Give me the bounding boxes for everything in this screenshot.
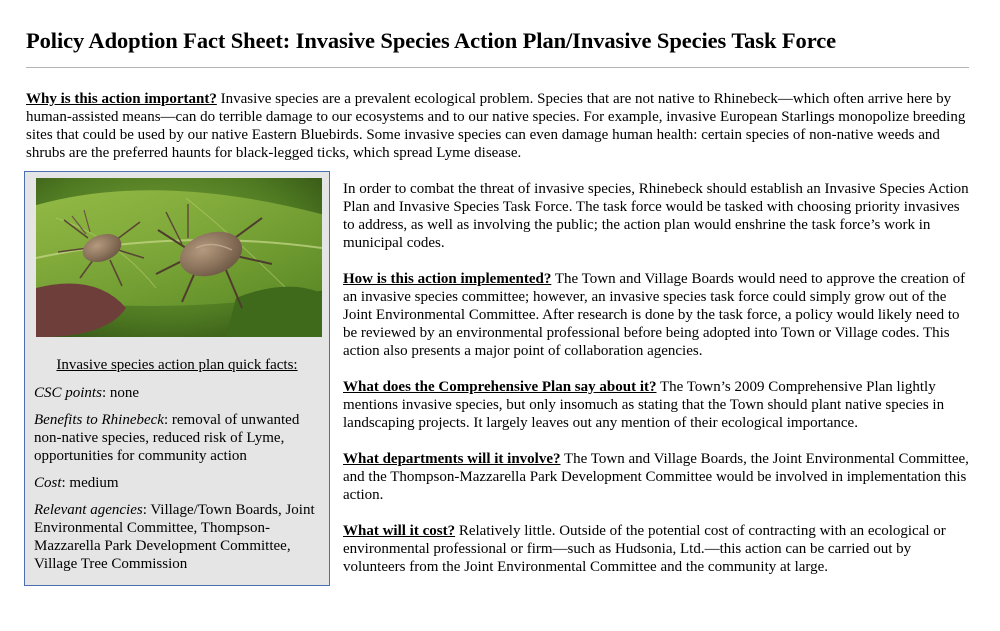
section-comprehensive-plan [343, 378, 973, 432]
fact-label: CSC points [34, 385, 102, 401]
page-title: Policy Adoption Fact Sheet: Invasive Species Action Plan/Invasive Species Task Force [26, 28, 836, 53]
section-text: The Town and Village Boards, the Joint Environmental Committee, and the Thompson-Mazzarella Park Development Committee would be involved in implementation this action. [343, 451, 969, 503]
section-implementation [343, 270, 973, 360]
fact-value: : medium [61, 475, 119, 491]
section-cost [343, 522, 973, 576]
fact-label: Cost [34, 475, 62, 491]
fact-label: Relevant agencies [34, 502, 143, 518]
fact-value: : none [101, 385, 140, 401]
section-departments [343, 450, 973, 504]
quick-facts-sidebar [24, 171, 330, 586]
fact-benefits [34, 411, 326, 465]
intro-paragraph [26, 90, 976, 162]
section-text: The Town and Village Boards would need to approve the creation of an invasive species committee; however, an invasive species task force could simply grow out of the Joint Environmental Committee. After research is done by the task force, a policy would likely need to be reviewed by an environmental professional before being adopted into Town or Village codes. This action also presents a major point of collaboration agencies. [343, 271, 966, 359]
section-heading: How is this action implemented? [343, 271, 552, 287]
title-divider [26, 67, 969, 68]
intro-heading: Why is this action important? [26, 91, 217, 107]
section-text: Relatively little. Outside of the potential cost of contracting with an ecological or environmental professional or firm—such as Hudsonia, Ltd.—this action can be carried out by volunteers from the Joint Environmental Committee and the community at large. [343, 523, 946, 575]
fact-csc-points [34, 384, 326, 402]
quick-facts-list [34, 384, 326, 582]
fact-value: : Village/Town Boards, Joint Environmental Committee, Thompson-Mazzarella Park Development Committee, Village Tree Commission [34, 502, 315, 572]
section-heading: What does the Comprehensive Plan say about it? [343, 379, 657, 395]
stink-bug-photo [36, 178, 322, 337]
section-heading: What departments will it involve? [343, 451, 561, 467]
quick-facts-title: Invasive species action plan quick facts: [56, 357, 298, 373]
fact-cost [34, 474, 326, 492]
intro-text: Invasive species are a prevalent ecological problem. Species that are not native to Rhinebeck—which often arrive here by human-assisted means—can do terrible damage to our ecosystems and to our native species. For example, invasive European Starlings monopolize breeding sites that could be used by our native Eastern Bluebirds. Some invasive species can even damage human health: certain species of non-native weeds and shrubs are the preferred haunts for black-legged ticks, which spread Lyme disease. [26, 91, 966, 161]
section-heading: What will it cost? [343, 523, 456, 539]
fact-value: : removal of unwanted non-native species, reduced risk of Lyme, opportunities for community action [34, 412, 300, 464]
overview-paragraph: In order to combat the threat of invasive species, Rhinebeck should establish an Invasive Species Action Plan and Invasive Species Task Force. The task force would be tasked with choosing priority invasives to address, as well as involving the public; the action plan would enshrine the task force’s work in municipal codes. [343, 181, 969, 251]
section-text: The Town’s 2009 Comprehensive Plan lightly mentions invasive species, but only insomuch as stating that the Town should plant native species in landscaping projects. It largely leaves out any mention of their ecological importance. [343, 379, 945, 431]
fact-agencies [34, 501, 326, 573]
main-content [343, 180, 973, 594]
fact-label: Benefits to Rhinebeck [34, 412, 164, 428]
